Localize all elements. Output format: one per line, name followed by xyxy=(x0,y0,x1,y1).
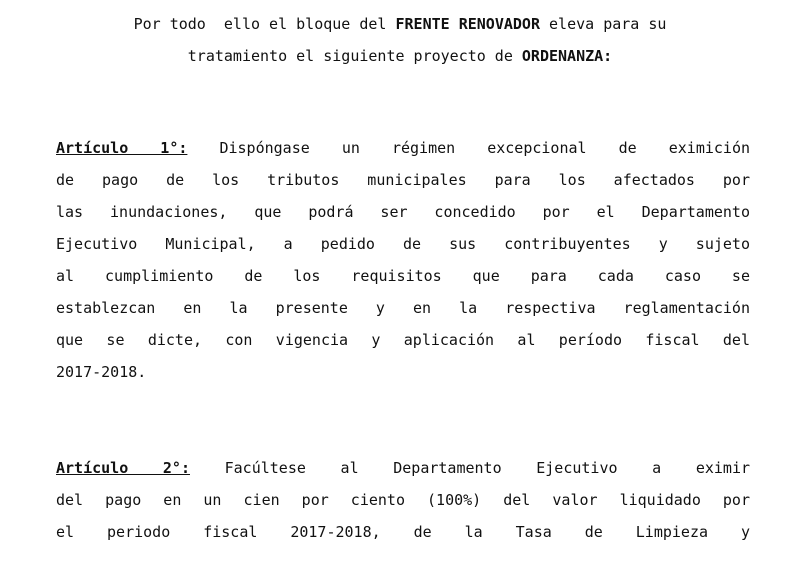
intro-text: tratamiento el siguiente proyecto de xyxy=(187,47,522,65)
article-text: Facúltese al Departamento Ejecutivo a eximir xyxy=(224,459,751,477)
article-2 xyxy=(56,452,750,548)
article-1-line-7: que se dicte, con vigencia y aplicación al período fiscal del xyxy=(56,331,750,349)
article-2-line-3: el periodo fiscal 2017-2018, de la Tasa de Limpieza y xyxy=(56,523,750,541)
article-1-line-2: de pago de los tributos municipales para los afectados por xyxy=(56,171,750,189)
article-1-line-5: al cumplimiento de los requisitos que para cada caso se xyxy=(56,267,750,285)
article-1-line-1 xyxy=(56,132,750,164)
article-1-line-3: las inundaciones, que podrá ser concedido por el Departamento xyxy=(56,203,750,221)
article-1 xyxy=(56,132,750,388)
intro-line-1 xyxy=(40,8,760,40)
intro-paragraph xyxy=(40,8,760,72)
article-text: Dispóngase un régimen excepcional de eximición xyxy=(219,139,751,157)
article-1-heading: Artículo 1°: xyxy=(56,139,188,157)
article-2-heading: Artículo 2°: xyxy=(56,459,190,477)
article-1-line-6: establezcan en la presente y en la respectiva reglamentación xyxy=(56,299,750,317)
intro-text: Por todo ello el bloque del xyxy=(133,15,396,33)
article-2-line-2: del pago en un cien por ciento (100%) del valor liquidado por xyxy=(56,491,750,509)
article-1-line-8: 2017-2018. xyxy=(56,363,147,381)
ordinance-label: ORDENANZA: xyxy=(521,47,613,65)
intro-text: eleva para su xyxy=(539,15,667,33)
article-2-line-1 xyxy=(56,452,750,484)
article-1-line-4: Ejecutivo Municipal, a pedido de sus contribuyentes y sujeto xyxy=(56,235,750,253)
party-name: FRENTE RENOVADOR xyxy=(395,15,540,33)
intro-line-2 xyxy=(40,40,760,72)
